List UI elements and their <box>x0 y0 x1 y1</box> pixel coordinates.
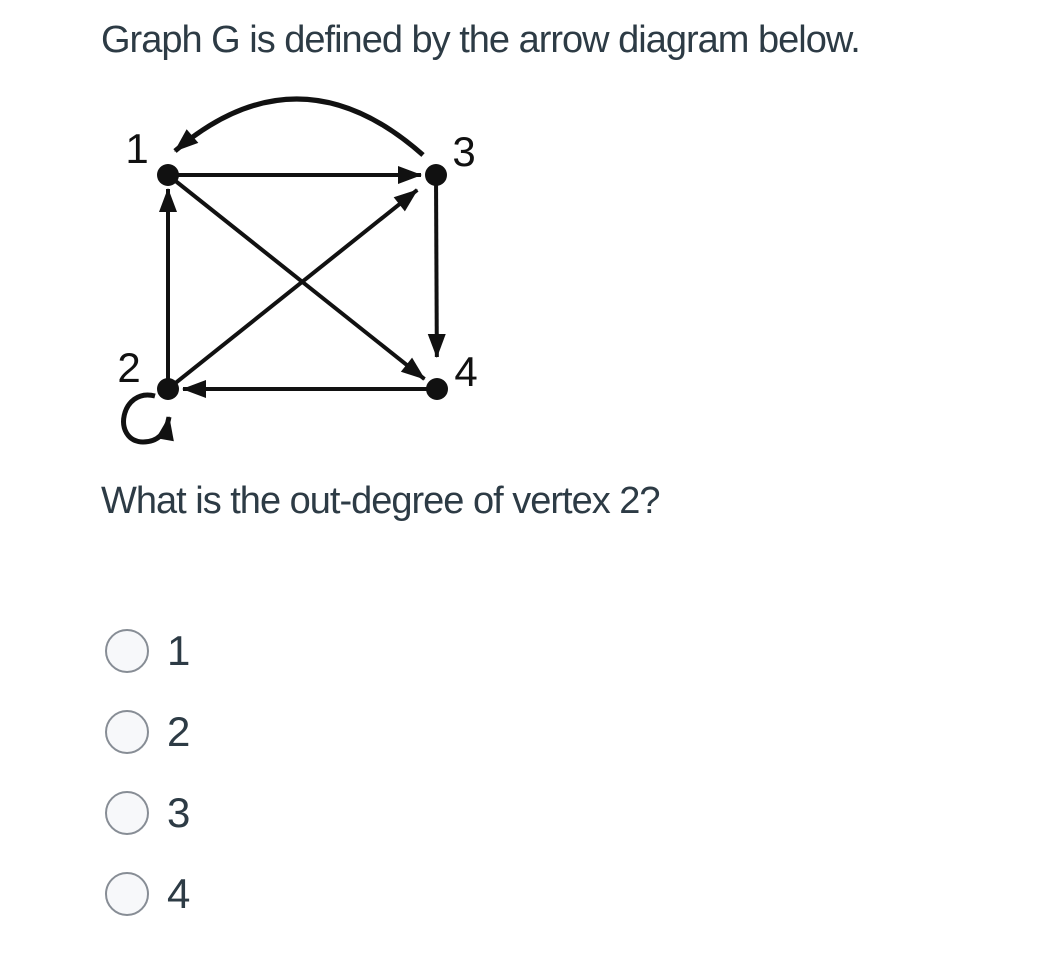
radio-button-option-3[interactable] <box>105 791 149 835</box>
answer-option-1[interactable] <box>105 629 190 673</box>
edge-2-3 <box>168 190 417 389</box>
vertex-node-2 <box>157 378 179 400</box>
radio-button-option-4[interactable] <box>105 872 149 916</box>
answer-options <box>105 629 190 953</box>
node-layer <box>117 125 477 400</box>
vertex-label-2: 2 <box>117 344 141 391</box>
answer-option-2[interactable] <box>105 710 190 754</box>
vertex-node-4 <box>426 378 448 400</box>
edge-3-4 <box>436 175 437 357</box>
edge-3-1 <box>175 99 423 155</box>
question-text: What is the out-degree of vertex 2? <box>101 480 660 522</box>
answer-label-2: 2 <box>167 708 191 755</box>
vertex-node-1 <box>157 164 179 186</box>
answer-label-4: 4 <box>167 870 191 917</box>
vertex-label-1: 1 <box>125 125 149 172</box>
vertex-label-3: 3 <box>452 128 476 175</box>
answer-option-3[interactable] <box>105 791 190 835</box>
answer-label-3: 3 <box>167 789 191 836</box>
question-title: Graph G is defined by the arrow diagram below. <box>101 19 860 61</box>
radio-button-option-1[interactable] <box>105 629 149 673</box>
arrow-diagram-image <box>95 85 545 465</box>
vertex-label-4: 4 <box>454 348 478 395</box>
edge-1-4 <box>168 175 424 379</box>
vertex-node-3 <box>425 164 447 186</box>
edge-2-self-loop <box>124 395 169 442</box>
answer-label-1: 1 <box>167 627 191 674</box>
radio-button-option-2[interactable] <box>105 710 149 754</box>
answer-option-4[interactable] <box>105 872 190 916</box>
